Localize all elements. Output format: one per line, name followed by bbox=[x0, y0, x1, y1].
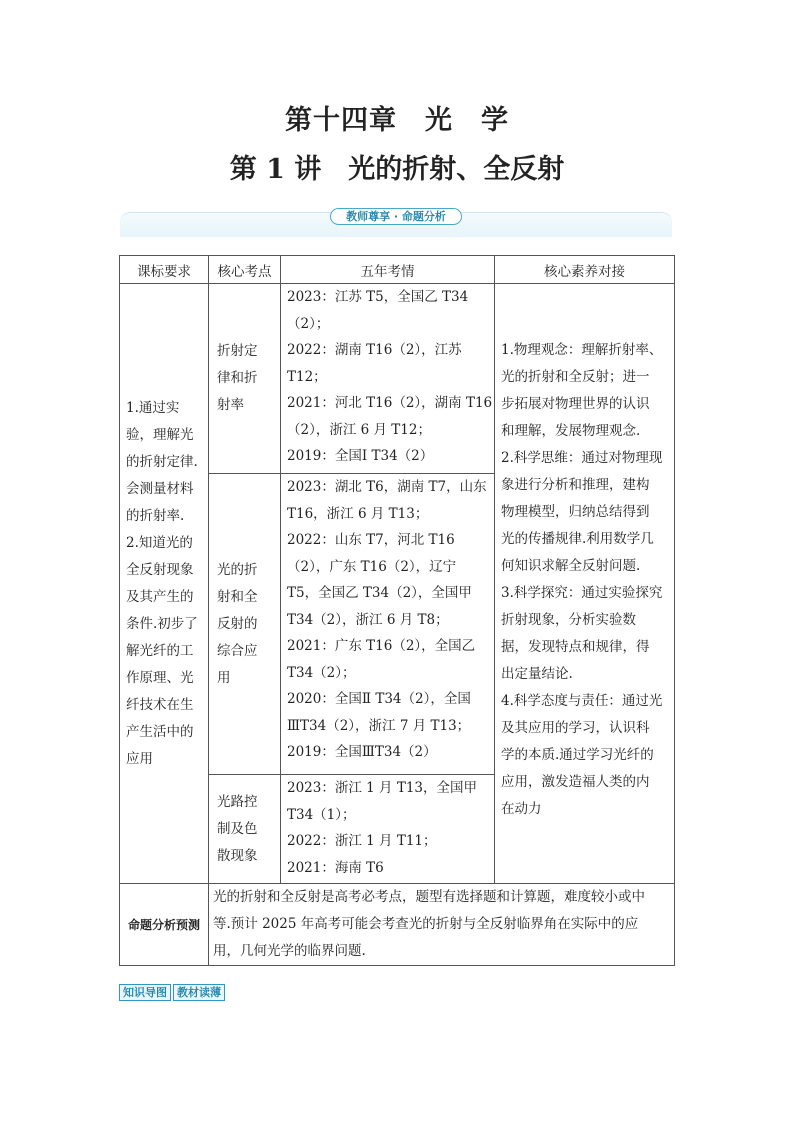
prediction-line: 等.预计 2025 年高考可能会考查光的折射与全反射临界角在实际中的应 bbox=[213, 916, 639, 932]
literacy-line: 何知识求解全反射问题. bbox=[501, 558, 641, 574]
exam-line: 2022：浙江 1 月 T11； bbox=[287, 833, 437, 849]
exam-line: T34（1）； bbox=[287, 806, 356, 823]
prediction-line: 用，几何光学的临界问题. bbox=[213, 943, 366, 959]
exam-line: ⅢT34（2），浙江 7 月 T13； bbox=[287, 717, 471, 734]
header-topics: 核心考点 bbox=[209, 256, 281, 284]
literacy-line: 应用，激发造福人类的内 bbox=[501, 774, 650, 790]
exam-line: 2019：全国Ⅰ T34（2） bbox=[287, 448, 434, 464]
exam-line: 2022：湖南 T16（2），江苏 bbox=[287, 342, 462, 358]
topic-line: 反射的 bbox=[217, 615, 258, 632]
topic-line: 折射定 bbox=[217, 343, 258, 359]
prediction-row bbox=[120, 884, 675, 966]
requirement-line: 解光纤的工 bbox=[126, 642, 194, 659]
exam-line: T12； bbox=[287, 368, 327, 385]
header-exams: 五年考情 bbox=[281, 256, 495, 284]
literacy-line: 4.科学态度与责任：通过光 bbox=[501, 693, 663, 709]
literacy-line: 及其应用的学习，认识科 bbox=[501, 720, 650, 736]
requirement-line: 1.通过实 bbox=[126, 399, 180, 416]
tag-textbook-reading: 教材读薄 bbox=[173, 984, 225, 1001]
literacy-line: 光的折射和全反射；进一 bbox=[501, 369, 650, 385]
exam-line: 2020：全国Ⅱ T34（2），全国 bbox=[287, 691, 471, 707]
prediction-cell bbox=[209, 884, 675, 966]
lecture-title: 第 1 讲 光的折射、全反射 bbox=[229, 154, 565, 185]
topic-line: 综合应 bbox=[217, 642, 258, 659]
topic-line: 律和折 bbox=[217, 370, 258, 386]
exam-line: T34（2），浙江 6 月 T8； bbox=[287, 611, 449, 628]
literacy-line: 光的传播规律.利用数学几 bbox=[501, 531, 654, 547]
exam-line: （2）； bbox=[287, 315, 330, 332]
exam-line: T34（2）； bbox=[287, 664, 356, 681]
exam-line: （2），广东 T16（2），辽宁 bbox=[287, 558, 457, 575]
requirement-line: 产生活中的 bbox=[126, 723, 194, 740]
topic-line: 用 bbox=[217, 669, 231, 686]
prediction-line: 光的折射和全反射是高考必考点，题型有选择题和计算题，难度较小或中 bbox=[213, 889, 645, 905]
header-literacy: 核心素养对接 bbox=[495, 256, 675, 284]
exam-line: T16，浙江 6 月 T13； bbox=[287, 505, 429, 522]
prediction-label: 命题分析预测 bbox=[120, 884, 209, 966]
exam-cell bbox=[281, 474, 495, 775]
table-row bbox=[120, 284, 675, 474]
exam-line: 2022：山东 T7，河北 T16 bbox=[287, 532, 455, 548]
exam-line: 2023：江苏 T5，全国乙 T34 bbox=[287, 289, 469, 305]
topic-line: 制及色 bbox=[217, 820, 258, 837]
literacy-line: 步拓展对物理世界的认识 bbox=[501, 396, 650, 412]
requirement-line: 2.知道光的 bbox=[126, 534, 193, 551]
topic-line: 光路控 bbox=[217, 793, 258, 810]
tag-knowledge-map: 知识导图 bbox=[119, 984, 171, 1001]
requirement-line: 全反射现象 bbox=[126, 561, 194, 578]
literacy-line: 1.物理观念：理解折射率、 bbox=[501, 342, 663, 358]
requirement-line: 纤技术在生 bbox=[126, 696, 194, 713]
exam-line: 2023：浙江 1 月 T13，全国甲 bbox=[287, 780, 478, 796]
requirement-line: 的折射率. bbox=[126, 507, 185, 524]
literacy-line: 象进行分析和推理，建构 bbox=[501, 477, 650, 493]
exam-cell bbox=[281, 284, 495, 474]
chapter-title: 第十四章 光 学 bbox=[285, 105, 509, 136]
topic-cell bbox=[209, 474, 281, 775]
literacy-line: 和理解，发展物理观念. bbox=[501, 423, 641, 439]
literacy-line: 学的本质.通过学习光纤的 bbox=[501, 747, 654, 763]
topic-cell bbox=[209, 284, 281, 474]
exam-line: 2021：海南 T6 bbox=[287, 859, 384, 876]
literacy-line: 物理模型，归纳总结得到 bbox=[501, 504, 650, 520]
exam-line: T5，全国乙 T34（2），全国甲 bbox=[287, 585, 472, 601]
literacy-line: 据，发现特点和规律，得 bbox=[501, 639, 650, 655]
section-tags bbox=[119, 984, 227, 999]
topic-line: 散现象 bbox=[217, 847, 258, 864]
requirement-line: 验，理解光 bbox=[126, 426, 194, 443]
topic-line: 射和全 bbox=[217, 588, 258, 605]
exam-line: 2021：广东 T16（2），全国乙 bbox=[287, 638, 476, 654]
literacy-line: 在动力 bbox=[501, 801, 542, 817]
exam-line: 2021：河北 T16（2），湖南 T16 bbox=[287, 395, 493, 411]
requirement-line: 会测量材料 bbox=[126, 480, 194, 497]
topic-cell bbox=[209, 775, 281, 884]
banner-label: 教师尊享 · 命题分析 bbox=[330, 208, 462, 225]
exam-line: 2019：全国ⅢT34（2） bbox=[287, 744, 437, 760]
requirement-line: 的折射定律. bbox=[126, 453, 198, 470]
literacy-line: 2.科学思维：通过对物理现 bbox=[501, 450, 663, 466]
table-header-row bbox=[120, 256, 675, 284]
exam-line: （2），浙江 6 月 T12； bbox=[287, 421, 431, 438]
literacy-cell bbox=[495, 284, 675, 884]
literacy-line: 3.科学探究：通过实验探究 bbox=[501, 585, 663, 601]
analysis-table bbox=[119, 255, 675, 966]
topic-line: 光的折 bbox=[217, 561, 258, 578]
exam-line: 2023：湖北 T6，湖南 T7，山东 bbox=[287, 479, 487, 495]
literacy-line: 出定量结论. bbox=[501, 666, 573, 682]
requirement-line: 条件.初步了 bbox=[126, 615, 198, 632]
topic-line: 射率 bbox=[217, 397, 244, 413]
exam-cell bbox=[281, 775, 495, 884]
header-requirements: 课标要求 bbox=[120, 256, 209, 284]
requirement-line: 及其产生的 bbox=[126, 588, 194, 605]
literacy-line: 折射现象，分析实验数 bbox=[501, 612, 636, 628]
requirement-line: 应用 bbox=[126, 750, 153, 767]
requirements-cell bbox=[120, 284, 209, 884]
requirement-line: 作原理、光 bbox=[126, 669, 194, 686]
